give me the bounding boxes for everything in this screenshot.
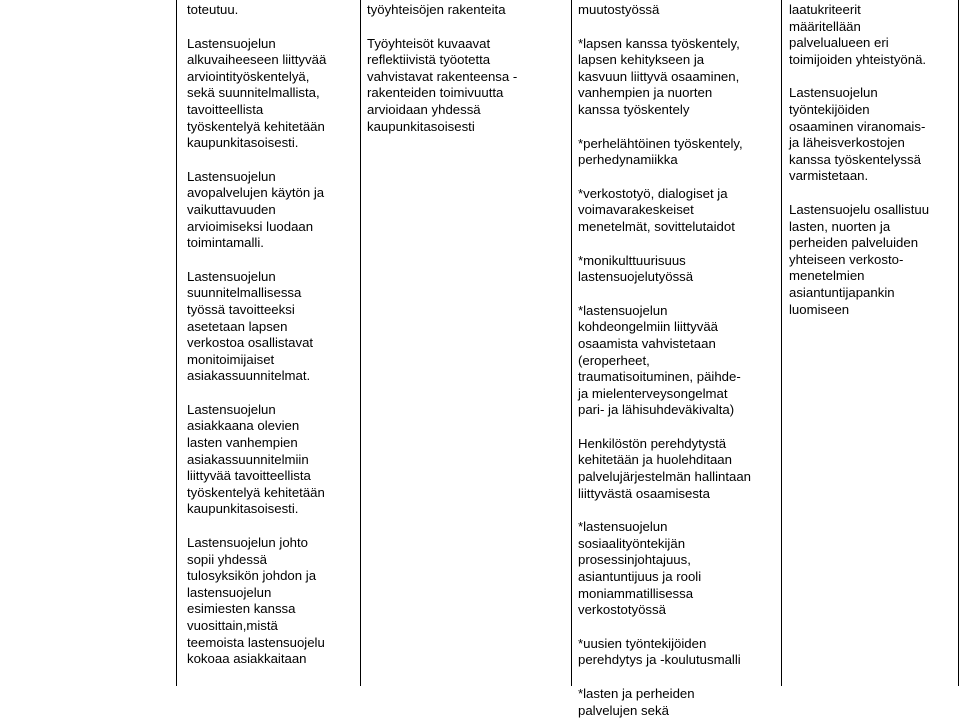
cell-paragraph: muutostyössä	[578, 2, 660, 17]
cell-paragraph: Lastensuojelun suunnitelmallisessa työssä tavoitteeksi asetetaan lapsen verkostoa osallistavat monitoimijaiset asiakassuunnitelmat.	[187, 268, 314, 384]
cell-paragraph: laatukriteerit määritellään palvelualueen eri toimijoiden yhteistyönä.	[789, 2, 927, 67]
cell-paragraph: *lastensuojelun kohdeongelmiin liittyvää osaamista vahvistetaan (eroperheet, traumatisoituminen, päihde- ja mielenterveysongelmat pari- ja lähisuhdeväkivalta)	[578, 302, 741, 418]
table-border-right	[958, 0, 959, 686]
table-border-1	[360, 0, 361, 686]
table-border-2	[571, 0, 572, 686]
cell-paragraph: *lasten ja perheiden palvelujen sekä	[578, 686, 695, 718]
cell-paragraph: toteutuu.	[187, 2, 239, 17]
cell-paragraph: Lastensuojelun asiakkaana olevien lasten vanhempien asiakassuunnitelmiin liittyvää tavoitteellista työskentelyä kehitetään kaupunkitasoisesti.	[187, 401, 325, 517]
cell-paragraph: Työyhteisöt kuvaavat reflektiivistä työotetta vahvistavat rakenteensa - rakenteiden toimivuutta arvioidaan yhdessä kaupunkitasoisesti	[367, 35, 518, 134]
cell-paragraph: *monikulttuurisuus lastensuojelutyössä	[578, 252, 694, 285]
cell-paragraph: työyhteisöjen rakenteita	[367, 2, 506, 17]
table-column-3	[578, 0, 774, 718]
cell-paragraph: Lastensuojelun johto sopii yhdessä tulosyksikön johdon ja lastensuojelun esimiesten kanssa vuosittain,mistä teemoista lastensuojelu kokoaa asiakkaitaan	[187, 535, 325, 667]
table-column-2	[367, 0, 559, 686]
cell-paragraph: Lastensuojelun työntekijöiden osaaminen viranomais- ja läheisverkostojen kanssa työskentelyssä varmistetaan.	[789, 85, 926, 184]
cell-paragraph: *verkostotyö, dialogiset ja voimavarakeskeiset menetelmät, sovittelutaidot	[578, 185, 735, 234]
cell-paragraph: Lastensuojelu osallistuu lasten, nuorten ja perheiden palveluiden yhteiseen verkosto- menetelmien asiantuntijapankin luomiseen	[789, 201, 930, 317]
table-border-3	[781, 0, 782, 686]
table-column-4	[789, 0, 954, 686]
cell-paragraph: *lapsen kanssa työskentely, lapsen kehitykseen ja kasvuun liittyvä osaaminen, vanhempien ja nuorten kanssa työskentely	[578, 35, 740, 117]
cell-paragraph: Lastensuojelun alkuvaiheeseen liittyvää arviointityöskentelyä, sekä suunnitelmallista, tavoitteellista työskentelyä kehitetään kaupunkitasoisesti.	[187, 35, 327, 151]
table-column-1	[187, 0, 357, 686]
cell-paragraph: Lastensuojelun avopalvelujen käytön ja vaikuttavuuden arvioimiseksi luodaan toimintamalli.	[187, 168, 325, 251]
table-border-left	[176, 0, 177, 686]
cell-paragraph: Henkilöstön perehdytystä kehitetään ja huolehditaan palvelujärjestelmän hallintaan liittyvästä osaamisesta	[578, 435, 752, 501]
cell-paragraph: *uusien työntekijöiden perehdytys ja -koulutusmalli	[578, 635, 741, 668]
cell-paragraph: *perhelähtöinen työskentely, perhedynamiikka	[578, 135, 743, 168]
cell-paragraph: *lastensuojelun sosiaalityöntekijän prosessinjohtajuus, asiantuntijuus ja rooli moniammatillisessa verkostotyössä	[578, 519, 702, 618]
